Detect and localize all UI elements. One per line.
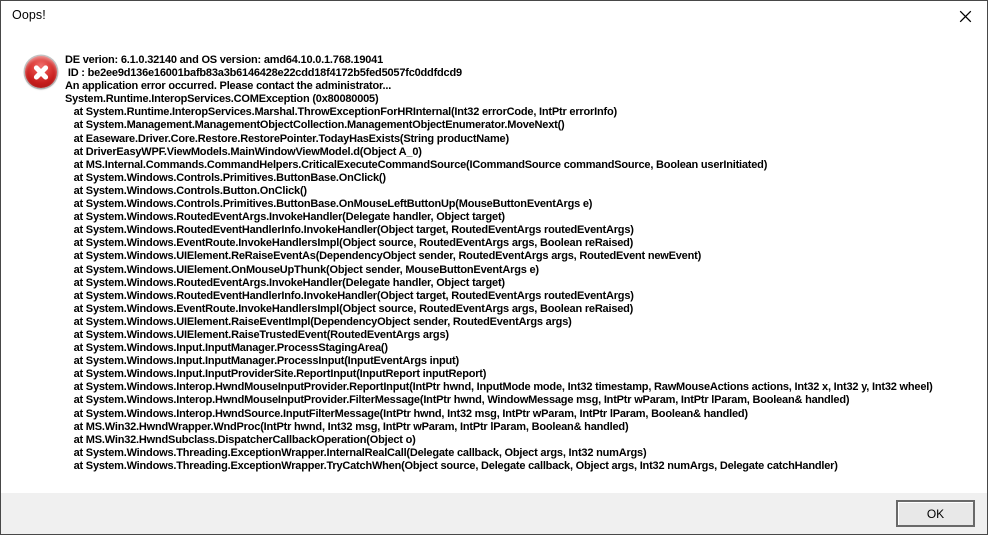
error-message [65,54,983,473]
stacktrace-line: at System.Windows.Controls.Button.OnClick() [65,184,307,197]
stacktrace-line: at System.Windows.Threading.ExceptionWrapper.InternalRealCall(Delegate callback, Object args, Int32 numArgs) [65,446,647,459]
stacktrace-line: at System.Windows.Controls.Primitives.ButtonBase.OnMouseLeftButtonUp(MouseButtonEventArgs e) [65,198,593,211]
stacktrace-line: at System.Windows.Input.InputManager.ProcessStagingArea() [65,342,388,355]
stacktrace-line: at System.Windows.Input.InputManager.ProcessInput(InputEventArgs input) [65,355,459,368]
stacktrace-line: at System.Windows.UIElement.OnMouseUpThunk(Object sender, MouseButtonEventArgs e) [65,263,539,276]
close-icon [959,10,972,23]
stacktrace-line: An application error occurred. Please contact the administrator... [65,80,392,93]
stacktrace-line: at System.Runtime.InteropServices.Marshal.ThrowExceptionForHRInternal(Int32 errorCode, IntPtr errorInfo) [65,106,617,119]
button-bar [1,493,987,534]
stacktrace-line: at System.Windows.Threading.ExceptionWrapper.TryCatchWhen(Object source, Delegate callback, Object args, Int32 numArgs, Delegate catchHandler) [65,459,838,472]
stacktrace-line: at System.Windows.RoutedEventArgs.InvokeHandler(Delegate handler, Object target) [65,211,505,224]
stacktrace-line: at System.Management.ManagementObjectCollection.ManagementObjectEnumerator.MoveNext() [65,119,565,132]
window-title: Oops! [12,8,46,22]
stacktrace-line: at MS.Internal.Commands.CommandHelpers.CriticalExecuteCommandSource(ICommandSource commandSource, Boolean userInitiated) [65,158,768,171]
stacktrace-line: ID : be2ee9d136e16001bafb83a3b6146428e22cdd18f4172b5fed5057fc0ddfdcd9 [65,67,462,80]
stacktrace-line: at System.Windows.RoutedEventHandlerInfo.InvokeHandler(Object target, RoutedEventArgs routedEventArgs) [65,289,634,302]
stacktrace-line: at DriverEasyWPF.ViewModels.MainWindowViewModel.d(Object A_0) [65,145,422,158]
stacktrace-line: at System.Windows.EventRoute.InvokeHandlersImpl(Object source, RoutedEventArgs args, Boolean reRaised) [65,302,634,315]
stacktrace-line: at System.Windows.RoutedEventHandlerInfo.InvokeHandler(Object target, RoutedEventArgs routedEventArgs) [65,224,634,237]
stacktrace-line: at System.Windows.Controls.Primitives.ButtonBase.OnClick() [65,171,386,184]
stacktrace-line: at System.Windows.Interop.HwndMouseInputProvider.ReportInput(IntPtr hwnd, InputMode mode, Int32 timestamp, RawMouseActions actions, Int32 x, Int32 y, Int32 wheel) [65,381,933,394]
stacktrace-line: at System.Windows.UIElement.ReRaiseEventAs(DependencyObject sender, RoutedEventArgs args, RoutedEvent newEvent) [65,250,702,263]
stacktrace-line: at System.Windows.Input.InputProviderSite.ReportInput(InputReport inputReport) [65,368,487,381]
stacktrace-line: at System.Windows.UIElement.RaiseEventImpl(DependencyObject sender, RoutedEventArgs args) [65,315,572,328]
ok-button[interactable]: OK [896,500,975,527]
title-bar [1,1,987,31]
stacktrace-line: at MS.Win32.HwndSubclass.DispatcherCallbackOperation(Object o) [65,433,416,446]
stacktrace-line: at Easeware.Driver.Core.Restore.RestorePointer.TodayHasExists(String productName) [65,132,509,145]
close-button[interactable] [949,3,981,29]
stacktrace-line: at System.Windows.EventRoute.InvokeHandlersImpl(Object source, RoutedEventArgs args, Boolean reRaised) [65,237,634,250]
stacktrace-line: System.Runtime.InteropServices.COMException (0x80080005) [65,93,379,106]
error-icon [25,56,57,88]
stacktrace-line: at System.Windows.UIElement.RaiseTrustedEvent(RoutedEventArgs args) [65,328,449,341]
stacktrace-line: at MS.Win32.HwndWrapper.WndProc(IntPtr hwnd, Int32 msg, IntPtr wParam, IntPtr lParam, Boolean& handled) [65,420,629,433]
stacktrace-line: at System.Windows.RoutedEventArgs.InvokeHandler(Delegate handler, Object target) [65,276,505,289]
stacktrace-line: DE verion: 6.1.0.32140 and OS version: amd64.10.0.1.768.19041 [65,54,383,66]
stacktrace-line: at System.Windows.Interop.HwndSource.InputFilterMessage(IntPtr hwnd, Int32 msg, IntPtr wParam, IntPtr lParam, Boolean& handled) [65,407,748,420]
stacktrace-line: at System.Windows.Interop.HwndMouseInputProvider.FilterMessage(IntPtr hwnd, WindowMessage msg, IntPtr wParam, IntPtr lParam, Boolean& handled) [65,394,850,407]
